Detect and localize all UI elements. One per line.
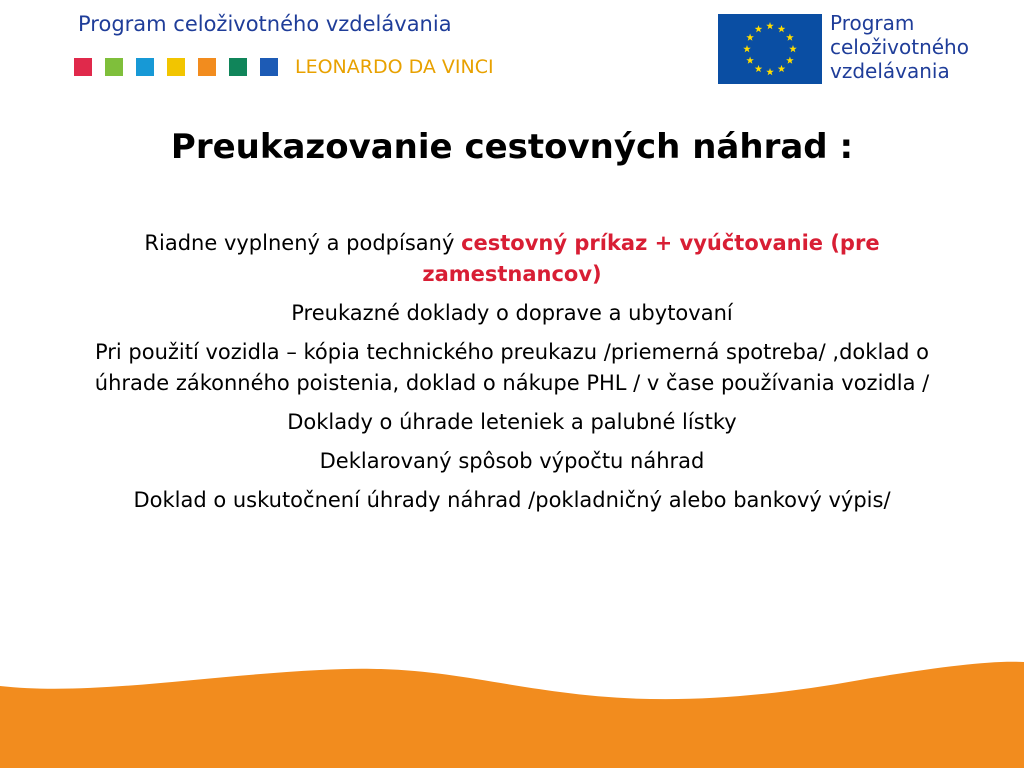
bullet-item: Deklarovaný spôsob výpočtu náhrad: [319, 449, 705, 473]
eu-star-icon: [746, 34, 754, 41]
swoosh-shape: [0, 662, 1024, 768]
eu-flag-icon: [718, 14, 822, 84]
color-square: [74, 58, 92, 76]
orange-swoosh: [0, 658, 1024, 768]
eu-star-icon: [766, 68, 774, 75]
eu-star-icon: [786, 34, 794, 41]
eu-logo-text: [830, 11, 969, 83]
color-squares-row: [74, 56, 494, 78]
subprogram-name: LEONARDO DA VINCI: [295, 56, 494, 78]
bullet-item: Doklad o uskutočnení úhrady náhrad /pokladničný alebo bankový výpis/: [133, 488, 891, 512]
color-square: [105, 58, 123, 76]
slide-title: Preukazovanie cestovných náhrad :: [170, 127, 854, 167]
eu-star-icon: [755, 25, 763, 32]
eu-star-icon: [786, 57, 794, 64]
eu-star-icon: [746, 57, 754, 64]
eu-star-icon: [778, 25, 786, 32]
bullet-item: Pri použití vozidla – kópia technického preukazu /priemerná spotreba/ ,doklad o úhrade zákonného poistenia, doklad o nákupe PHL / v čase používania vozidla /: [94, 340, 930, 395]
bullet-text: Riadne vyplnený a podpísaný: [144, 231, 462, 255]
highlighted-text: cestovný príkaz + vyúčtovanie (pre zamestnancov): [422, 231, 880, 286]
eu-logo-line: celoživotného: [830, 35, 969, 59]
eu-star-icon: [766, 22, 774, 29]
eu-star-icon: [755, 65, 763, 72]
color-square: [229, 58, 247, 76]
bullet-list: [70, 228, 954, 524]
bullet-item: Preukazné doklady o doprave a ubytovaní: [291, 301, 733, 325]
color-square: [198, 58, 216, 76]
color-square: [167, 58, 185, 76]
bullet-item: [70, 228, 954, 290]
bullet-item: Doklady o úhrade leteniek a palubné lístky: [287, 410, 737, 434]
eu-star-icon: [743, 45, 751, 52]
program-title: Program celoživotného vzdelávania: [78, 12, 452, 36]
eu-star-icon: [789, 45, 797, 52]
eu-logo: [718, 11, 969, 84]
eu-logo-line: vzdelávania: [830, 59, 950, 83]
eu-logo-line: Program: [830, 11, 915, 35]
eu-star-icon: [778, 65, 786, 72]
color-square: [136, 58, 154, 76]
program-header: [78, 12, 452, 36]
color-square: [260, 58, 278, 76]
